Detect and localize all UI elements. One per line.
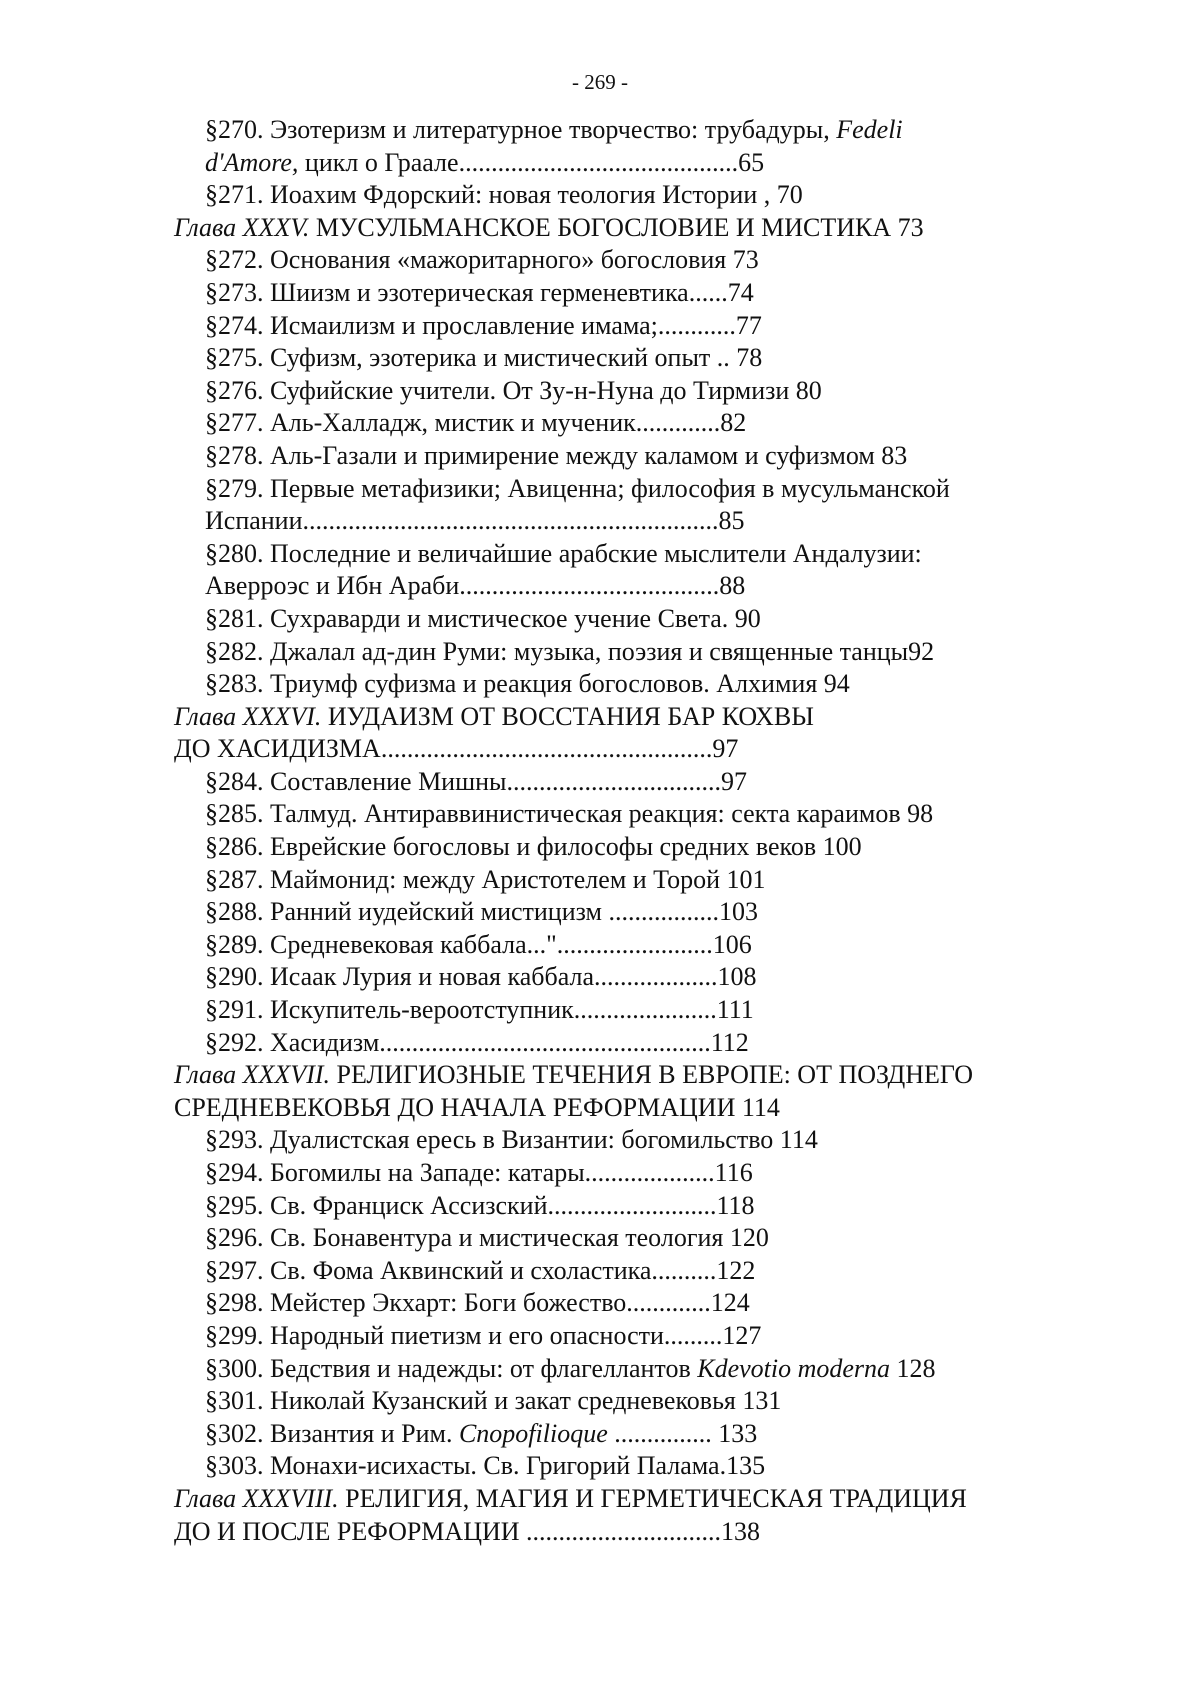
toc-text: §299. Народный пиетизм и его опасности.........127: [205, 1320, 762, 1350]
toc-text: §284. Составление Мишны.................................97: [205, 766, 748, 796]
toc-text: §274. Исмаилизм и прославление имама;............77: [205, 310, 762, 340]
toc-section-entry: [174, 277, 1054, 310]
toc-text: §277. Аль-Халладж, мистик и мученик.............82: [205, 408, 747, 438]
toc-chapter-heading: [174, 1059, 1054, 1092]
toc-text: РЕЛИГИОЗНЫЕ ТЕЧЕНИЯ В ЕВРОПЕ: ОТ ПОЗДНЕГО: [330, 1060, 974, 1090]
toc-section-entry: [174, 114, 1054, 147]
toc-section-entry: [174, 766, 1054, 799]
toc-section-entry: [174, 1353, 1054, 1386]
toc-text: §276. Суфийские учители. От Зу-н-Нуна до Тирмизи 80: [205, 375, 822, 405]
toc-section-entry: [174, 179, 1054, 212]
toc-text: §270. Эзотеризм и литературное творчество: трубадуры,: [205, 115, 837, 144]
toc-chapter-continuation: [174, 1092, 1054, 1125]
toc-chapter-heading: [174, 1483, 1054, 1516]
toc-section-entry: [174, 1222, 1054, 1255]
toc-section-entry: [174, 407, 1054, 440]
toc-section-entry: [174, 798, 1054, 831]
toc-text: §290. Исаак Лурия и новая каббала...................108: [205, 962, 757, 992]
toc-text: ДО И ПОСЛЕ РЕФОРМАЦИИ ..............................138: [174, 1516, 761, 1546]
toc-italic-text: Cnopofilioque: [458, 1418, 608, 1448]
toc-italic-text: Глава XXXVII.: [174, 1060, 331, 1090]
toc-text: ............... 133: [607, 1418, 758, 1448]
toc-chapter-heading: [174, 212, 1054, 245]
toc-text: §273. Шиизм и эзотерическая герменевтика......74: [205, 277, 754, 307]
toc-text: цикл о Граале...........................................65: [298, 147, 765, 177]
toc-text: Испании................................................................85: [205, 506, 745, 536]
toc-italic-text: Fedeli: [836, 115, 903, 144]
toc-text: ДО ХАСИДИЗМА...................................................97: [174, 734, 739, 764]
page-number: - 269 -: [572, 70, 628, 94]
toc-text: §301. Николай Кузанский и закат средневековья 131: [205, 1386, 782, 1416]
toc-section-entry: [174, 1287, 1054, 1320]
toc-italic-text: Kdevotio moderna: [697, 1353, 891, 1383]
toc-chapter-continuation: [174, 733, 1054, 766]
toc-section-entry: [174, 1255, 1054, 1288]
toc-text: §287. Маймонид: между Аристотелем и Торой 101: [205, 864, 766, 894]
toc-text: 128: [890, 1353, 936, 1383]
toc-text: §288. Ранний иудейский мистицизм .................103: [205, 897, 758, 927]
toc-text: §289. Средневековая каббала..."........................106: [205, 929, 752, 959]
toc-section-entry: [174, 1190, 1054, 1223]
toc-text: §291. Искупитель-вероотступник......................111: [205, 995, 754, 1025]
toc-text: §282. Джалал ад-дин Руми: музыка, поэзия и священные танцы92: [205, 636, 935, 666]
toc-entry-continuation: [174, 505, 1054, 538]
toc-text: §286. Еврейские богословы и философы средних веков 100: [205, 832, 862, 862]
toc-section-entry: [174, 1027, 1054, 1060]
toc-italic-text: Глава XXXVIII.: [174, 1483, 339, 1513]
toc-section-entry: [174, 636, 1054, 669]
toc-text: §281. Сухраварди и мистическое учение Света. 90: [205, 603, 761, 633]
toc-section-entry: [174, 1450, 1054, 1483]
toc-text: §279. Первые метафизики; Авиценна; философия в мусульманской: [205, 473, 950, 503]
toc-text: §285. Талмуд. Антираввинистическая реакция: секта караимов 98: [205, 799, 934, 829]
toc-text: §292. Хасидизм...................................................112: [205, 1027, 749, 1057]
toc-text: §280. Последние и величайшие арабские мыслители Андалузии:: [205, 538, 922, 568]
toc-text: §293. Дуалистская ересь в Византии: богомильство 114: [205, 1125, 818, 1155]
toc-section-entry: [174, 668, 1054, 701]
toc-entry-continuation: [174, 147, 1054, 180]
toc-section-entry: [174, 342, 1054, 375]
toc-section-entry: [174, 929, 1054, 962]
toc-text: §283. Триумф суфизма и реакция богословов. Алхимия 94: [205, 669, 850, 699]
toc-text: §294. Богомилы на Западе: катары....................116: [205, 1158, 753, 1187]
toc-italic-text: Глава XXXV.: [174, 212, 310, 242]
toc-text: Аверроэс и Ибн Араби........................................88: [205, 571, 746, 601]
toc-section-entry: [174, 1157, 1054, 1190]
toc-section-entry: [174, 1124, 1054, 1157]
toc-text: §296. Св. Бонавентура и мистическая теология 120: [205, 1223, 769, 1253]
toc-section-entry: [174, 603, 1054, 636]
toc-text: §271. Иоахим Фдорский: новая теология Истории , 70: [205, 180, 803, 210]
toc-text: §275. Суфизм, эзотерика и мистический опыт .. 78: [205, 343, 763, 373]
toc-entry-continuation: [174, 570, 1054, 603]
toc-section-entry: [174, 864, 1054, 897]
toc-section-entry: [174, 961, 1054, 994]
toc-text: §300. Бедствия и надежды: от флагеллантов: [205, 1353, 698, 1383]
toc-text: §303. Монахи-исихасты. Св. Григорий Палама.135: [205, 1451, 766, 1481]
toc-section-entry: [174, 831, 1054, 864]
toc-section-entry: [174, 1418, 1054, 1451]
toc-text: §302. Византия и Рим.: [205, 1418, 459, 1448]
toc-text: §295. Св. Франциск Ассизский..........................118: [205, 1190, 755, 1220]
toc-text: МУСУЛЬМАНСКОЕ БОГОСЛОВИЕ И МИСТИКА 73: [309, 212, 924, 242]
toc-section-entry: [174, 473, 1054, 506]
toc-text: §297. Св. Фома Аквинский и схоластика..........122: [205, 1255, 756, 1285]
toc-text: РЕЛИГИЯ, МАГИЯ И ГЕРМЕТИЧЕСКАЯ ТРАДИЦИЯ: [338, 1483, 967, 1513]
toc-text: §298. Мейстер Экхарт: Боги божество.............124: [205, 1288, 750, 1318]
toc-chapter-continuation: [174, 1516, 1054, 1549]
toc-section-entry: [174, 538, 1054, 571]
toc-section-entry: [174, 896, 1054, 929]
table-of-contents: [174, 114, 1054, 1548]
toc-text: §272. Основания «мажоритарного» богословия 73: [205, 245, 759, 275]
toc-italic-text: Глава XXXVI.: [174, 701, 322, 731]
toc-section-entry: [174, 375, 1054, 408]
toc-section-entry: [174, 244, 1054, 277]
toc-section-entry: [174, 310, 1054, 343]
toc-section-entry: [174, 1385, 1054, 1418]
toc-section-entry: [174, 1320, 1054, 1353]
toc-text: §278. Аль-Газали и примирение между каламом и суфизмом 83: [205, 440, 908, 470]
toc-text: ИУДАИЗМ ОТ ВОССТАНИЯ БАР КОХВЫ: [321, 701, 814, 731]
toc-text: СРЕДНЕВЕКОВЬЯ ДО НАЧАЛА РЕФОРМАЦИИ 114: [174, 1092, 780, 1122]
toc-chapter-heading: [174, 701, 1054, 734]
toc-italic-text: d'Amore,: [205, 147, 299, 177]
toc-section-entry: [174, 440, 1054, 473]
toc-section-entry: [174, 994, 1054, 1027]
